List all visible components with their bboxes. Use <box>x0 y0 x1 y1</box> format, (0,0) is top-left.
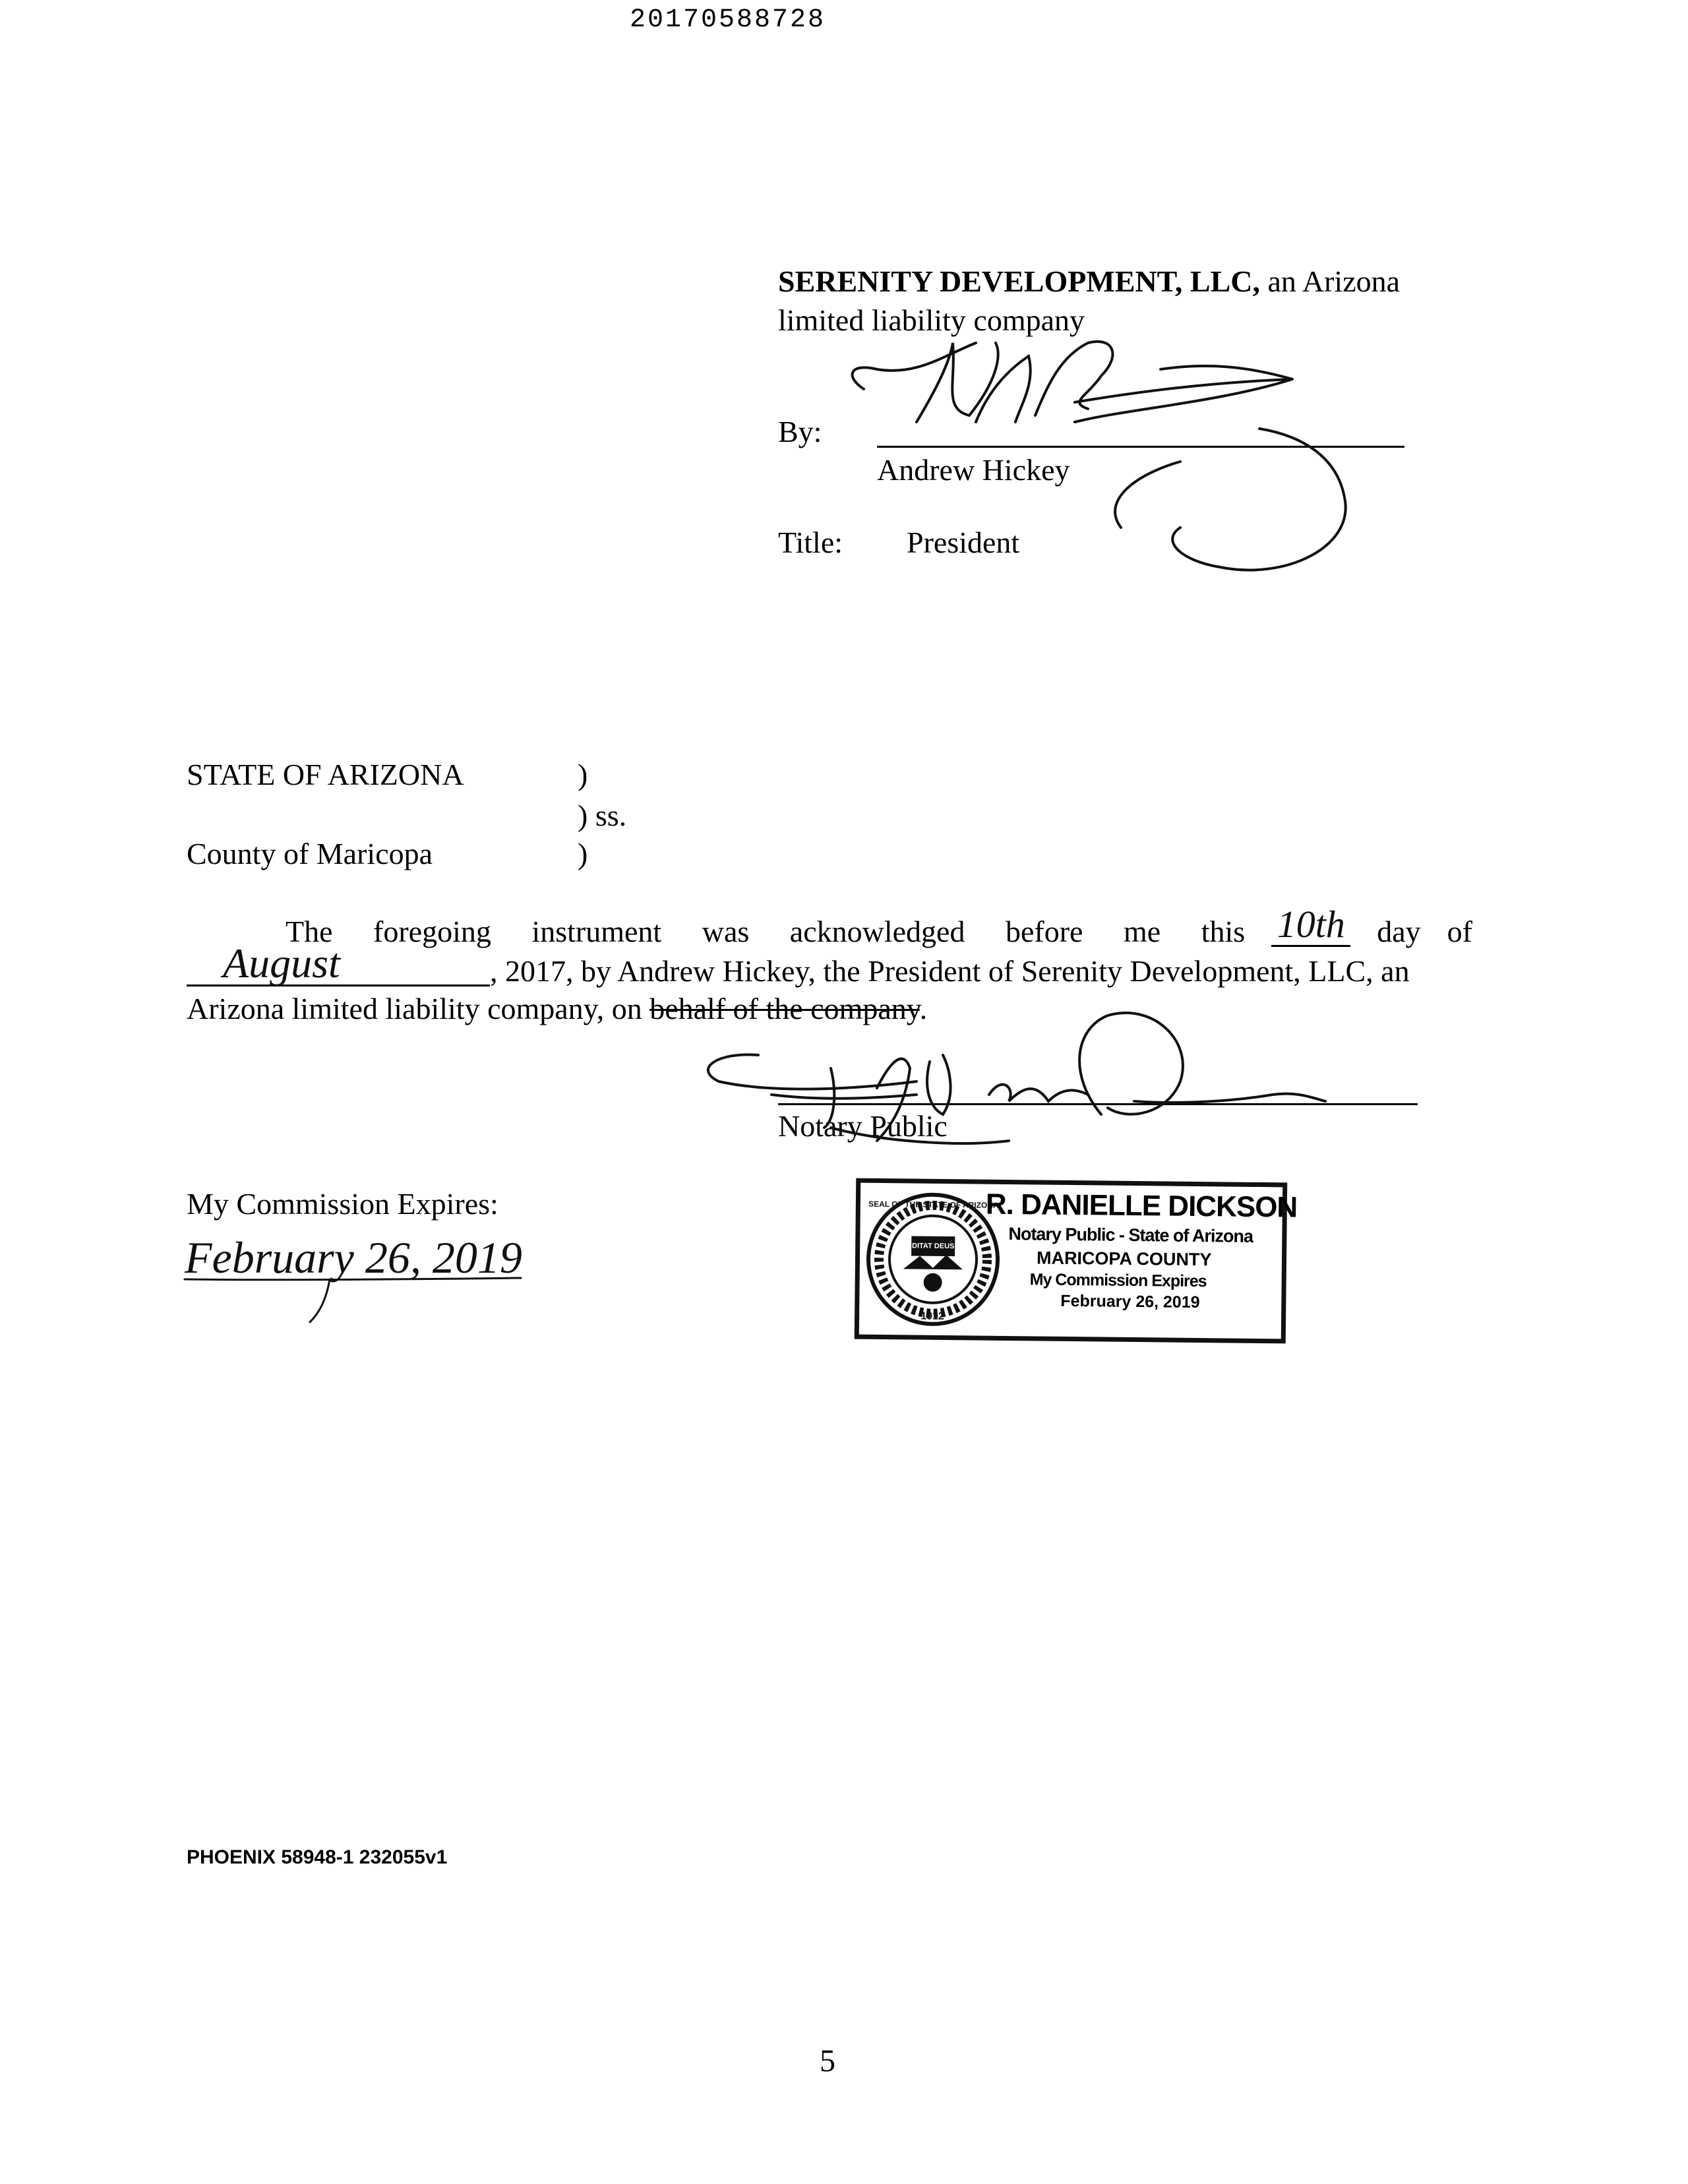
venue-county: County of Maricopa <box>187 837 433 870</box>
ack-struck-text: behalf of the company <box>649 992 920 1025</box>
notary-stamp <box>855 1178 1298 1344</box>
ack-word: me <box>1124 915 1161 948</box>
notary-label: Notary Public <box>778 1109 948 1143</box>
company-name: SERENITY DEVELOPMENT, LLC, <box>778 264 1261 298</box>
notary-signature <box>679 989 1339 1161</box>
ack-word-day: day <box>1377 915 1421 948</box>
seal-year: 1912 <box>920 1310 944 1322</box>
ack-line-3-end: . <box>919 992 928 1025</box>
day-handwritten: 10th <box>1277 903 1345 946</box>
recording-number: 20170588728 <box>630 5 826 35</box>
page-number: 5 <box>820 2044 835 2078</box>
commission-expires-handwritten: February 26, 2019 <box>185 1232 522 1283</box>
ack-line-3-text: Arizona limited liability company, on <box>187 992 650 1025</box>
ack-line-1-words <box>286 917 1245 947</box>
commission-underline <box>185 1240 528 1332</box>
venue-paren-open: ) <box>578 758 588 791</box>
commission-label: My Commission Expires: <box>187 1187 498 1221</box>
state-seal <box>863 1190 1003 1329</box>
ack-line-2 <box>187 940 1410 988</box>
day-blank <box>1271 903 1350 947</box>
ack-word: instrument <box>531 915 662 948</box>
company-name-line <box>778 266 1400 297</box>
ack-word: The <box>286 915 333 948</box>
ack-word: foregoing <box>373 915 491 948</box>
ack-line-1 <box>286 903 1472 948</box>
ack-line-2-text: , 2017, by Andrew Hickey, the President of Serenity Development, LLC, an <box>490 954 1410 988</box>
ack-word: before <box>1006 915 1083 948</box>
signer-name: Andrew Hickey <box>877 453 1070 487</box>
ack-word: was <box>702 915 750 948</box>
stamp-notary-name: R. DANIELLE DICKSON <box>985 1188 1298 1224</box>
ack-word: acknowledged <box>789 915 965 948</box>
company-type: limited liability company <box>778 303 1085 337</box>
stamp-line-4: February 26, 2019 <box>1060 1291 1200 1312</box>
signer-signature <box>837 330 1404 593</box>
month-handwritten: August <box>223 940 340 986</box>
footer-doc-id: PHOENIX 58948-1 232055v1 <box>187 1846 448 1868</box>
seal-text: SEAL OF THE STATE OF ARIZONA <box>868 1199 999 1210</box>
month-blank <box>187 940 490 986</box>
by-label: By: <box>778 415 822 448</box>
stamp-line-2: MARICOPA COUNTY <box>1036 1248 1212 1270</box>
venue-ss: ) ss. <box>578 799 627 832</box>
ack-word: this <box>1201 915 1246 948</box>
title-label: Title: <box>778 526 843 559</box>
ack-word-of: of <box>1447 915 1472 948</box>
seal-motto: DITAT DEUS <box>911 1242 955 1251</box>
title-value: President <box>907 526 1020 559</box>
stamp-line-3: My Commission Expires <box>1029 1270 1207 1291</box>
stamp-line-1: Notary Public - State of Arizona <box>1008 1224 1253 1246</box>
venue-state: STATE OF ARIZONA <box>187 758 464 791</box>
venue-paren-close: ) <box>578 837 588 870</box>
company-suffix: an Arizona <box>1260 264 1401 298</box>
